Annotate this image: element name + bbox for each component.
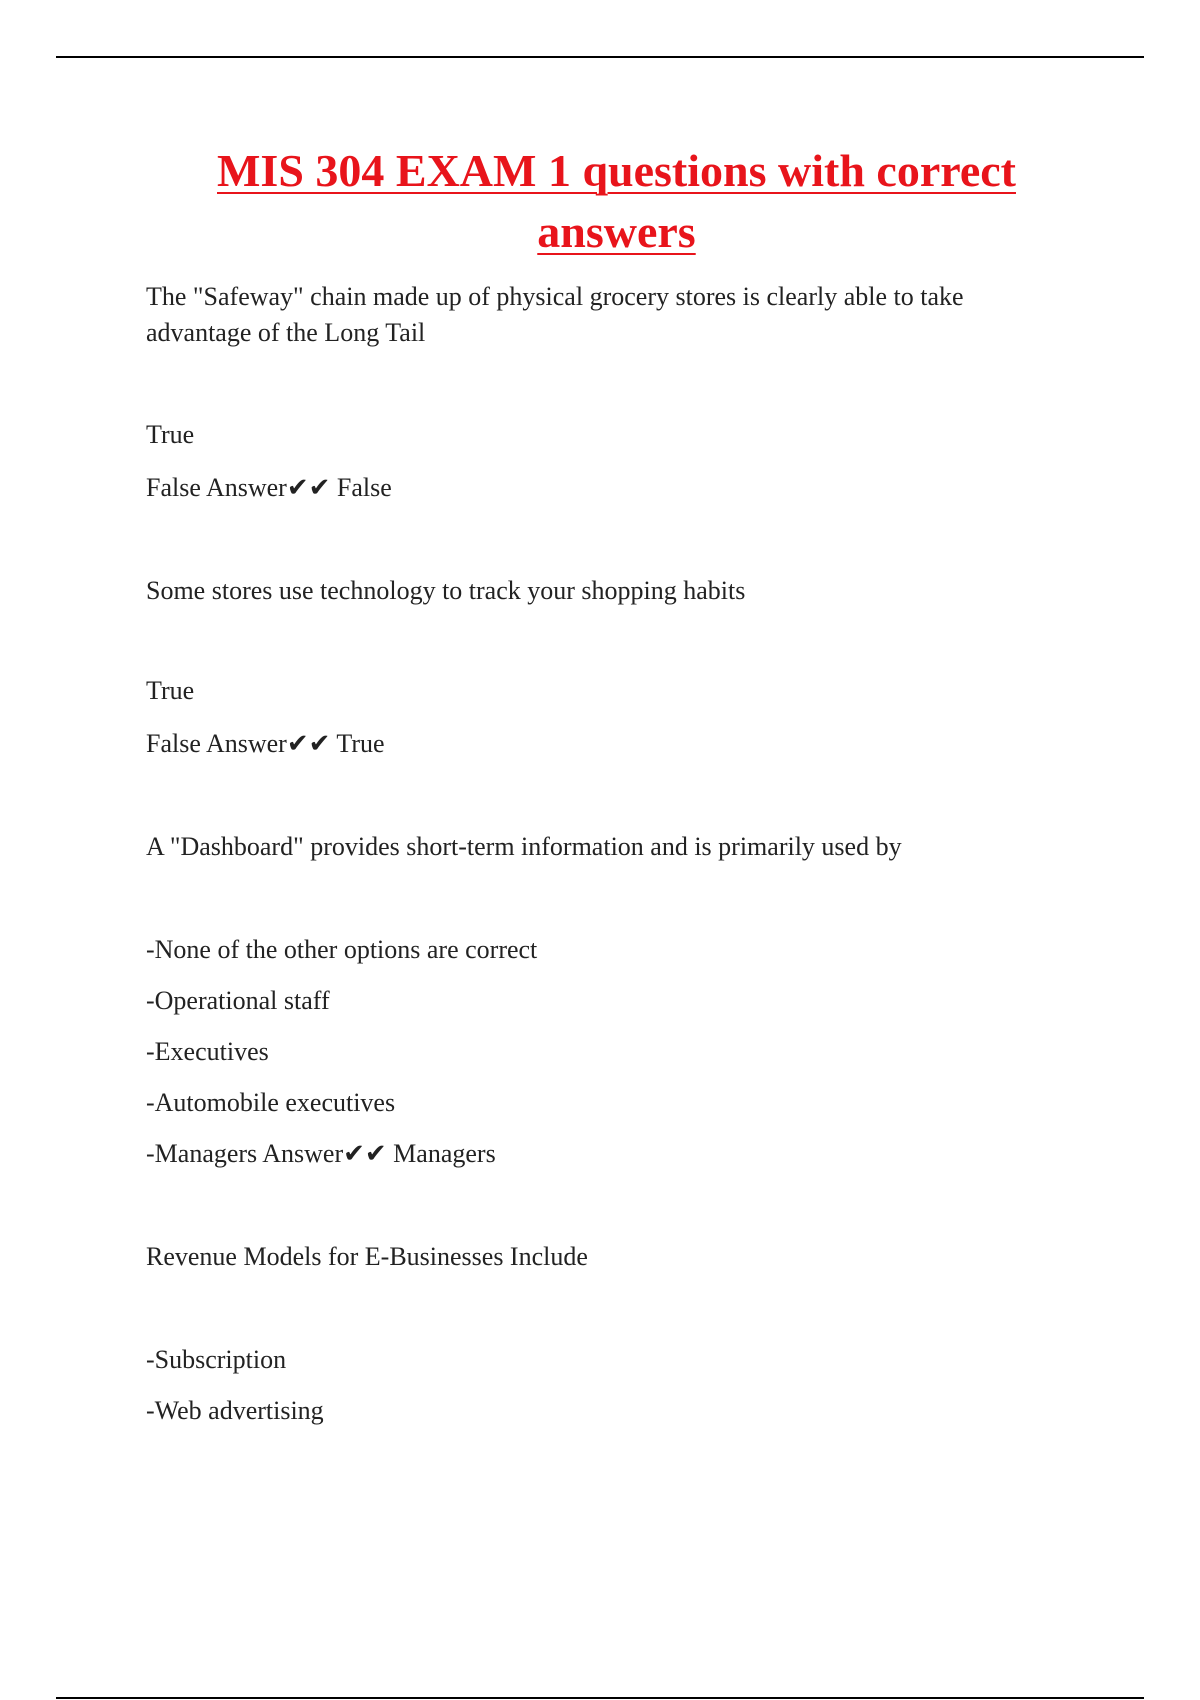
question-3-option-3: -Executives xyxy=(146,1037,269,1066)
top-rule xyxy=(56,56,1144,58)
question-2-option-2-answer: False Answer✔✔ True xyxy=(146,729,385,758)
question-3-option-2: -Operational staff xyxy=(146,986,330,1015)
question-1-text: The "Safeway" chain made up of physical grocery stores is clearly able to take advantage of the Long Tail xyxy=(146,282,964,347)
bottom-rule xyxy=(56,1697,1144,1699)
question-4-text: Revenue Models for E-Businesses Include xyxy=(146,1242,588,1271)
question-1-option-2-answer: False Answer✔✔ False xyxy=(146,473,392,502)
question-2-option-1: True xyxy=(146,676,195,705)
question-2-text: Some stores use technology to track your shopping habits xyxy=(146,576,746,605)
question-3-text: A "Dashboard" provides short-term information and is primarily used by xyxy=(146,832,902,861)
question-4-option-1: -Subscription xyxy=(146,1345,287,1374)
question-1-option-1: True xyxy=(146,420,195,449)
question-4-option-2: -Web advertising xyxy=(146,1396,324,1425)
question-3-option-4: -Automobile executives xyxy=(146,1088,396,1117)
question-3-option-5-answer: -Managers Answer✔✔ Managers xyxy=(146,1139,496,1168)
document-title: MIS 304 EXAM 1 questions with correct answers xyxy=(217,145,1016,257)
question-3-option-1: -None of the other options are correct xyxy=(146,935,538,964)
